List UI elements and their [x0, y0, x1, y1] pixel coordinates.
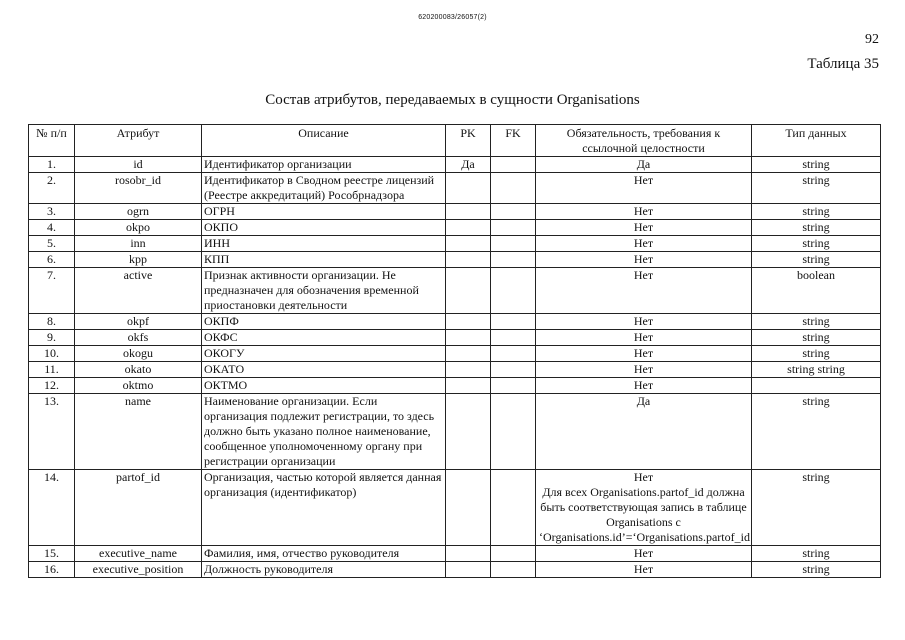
data-type-cell: string — [752, 346, 881, 362]
row-number: 3. — [29, 204, 75, 220]
attribute-cell: okfs — [75, 330, 202, 346]
attribute-cell: kpp — [75, 252, 202, 268]
row-number: 16. — [29, 562, 75, 578]
requirement-cell: Нет — [536, 236, 752, 252]
row-number: 5. — [29, 236, 75, 252]
requirement-cell: Да — [536, 157, 752, 173]
table-row — [29, 470, 881, 546]
data-type-cell: string — [752, 204, 881, 220]
attribute-cell: okpf — [75, 314, 202, 330]
pk-cell — [446, 378, 491, 394]
fk-cell — [491, 546, 536, 562]
description-cell: ИНН — [202, 236, 446, 252]
column-header-attribute: Атрибут — [75, 125, 202, 157]
description-cell: ОКАТО — [202, 362, 446, 378]
table-title: Состав атрибутов, передаваемых в сущности Organisations — [265, 92, 640, 108]
attribute-cell: active — [75, 268, 202, 314]
row-number: 9. — [29, 330, 75, 346]
row-number: 1. — [29, 157, 75, 173]
requirement-cell: Нет — [536, 204, 752, 220]
data-type-cell: string — [752, 236, 881, 252]
description-cell: ОКФС — [202, 330, 446, 346]
data-type-cell: string — [752, 314, 881, 330]
data-type-cell: string — [752, 394, 881, 470]
description-cell: Наименование организации. Если организация подлежит регистрации, то здесь должно быть указано полное наименование, сообщенное уполномоченному органу при регистрации организации — [202, 394, 446, 470]
fk-cell — [491, 470, 536, 546]
table-label: Таблица 35 — [807, 56, 879, 72]
requirement-cell: Нет — [536, 346, 752, 362]
fk-cell — [491, 362, 536, 378]
data-type-cell: string — [752, 546, 881, 562]
pk-cell — [446, 346, 491, 362]
attribute-cell: rosobr_id — [75, 173, 202, 204]
attribute-cell: partof_id — [75, 470, 202, 546]
row-number: 15. — [29, 546, 75, 562]
row-number: 13. — [29, 394, 75, 470]
row-number: 12. — [29, 378, 75, 394]
pk-cell — [446, 394, 491, 470]
table-row — [29, 157, 881, 173]
requirement-note: Для всех Organisations.partof_id должна быть соответствующая запись в таблице Organisations с ‘Organisations.id’=‘Organisations.partof_id — [539, 485, 750, 544]
pk-cell — [446, 173, 491, 204]
requirement-cell: Нет — [536, 252, 752, 268]
description-cell: ОКОГУ — [202, 346, 446, 362]
fk-cell — [491, 220, 536, 236]
fk-cell — [491, 314, 536, 330]
requirement-cell: Нет — [536, 562, 752, 578]
attribute-cell: executive_name — [75, 546, 202, 562]
table-row — [29, 220, 881, 236]
table-body — [29, 157, 881, 578]
table-row — [29, 173, 881, 204]
column-header-fk: FK — [491, 125, 536, 157]
table-row — [29, 330, 881, 346]
table-row — [29, 346, 881, 362]
column-header-pk: PK — [446, 125, 491, 157]
requirement-cell: Нет — [536, 546, 752, 562]
pk-cell — [446, 546, 491, 562]
pk-cell — [446, 268, 491, 314]
table-header-row — [29, 125, 881, 157]
column-header-description: Описание — [202, 125, 446, 157]
data-type-cell: string — [752, 252, 881, 268]
attribute-cell: okato — [75, 362, 202, 378]
requirement-cell: Нет — [536, 378, 752, 394]
data-type-cell: boolean — [752, 268, 881, 314]
data-type-cell: string — [752, 220, 881, 236]
pk-cell — [446, 236, 491, 252]
table-row — [29, 236, 881, 252]
description-cell: Признак активности организации. Не предназначен для обозначения временной приостановки деятельности — [202, 268, 446, 314]
attribute-cell: executive_position — [75, 562, 202, 578]
row-number: 10. — [29, 346, 75, 362]
pk-cell — [446, 204, 491, 220]
requirement-cell: Нет — [536, 362, 752, 378]
data-type-cell: string — [752, 470, 881, 546]
fk-cell — [491, 394, 536, 470]
table-row — [29, 546, 881, 562]
description-cell: Идентификатор в Сводном реестре лицензий (Реестре аккредитаций) Рособрнадзора — [202, 173, 446, 204]
page-number: 92 — [865, 32, 879, 47]
description-cell: Идентификатор организации — [202, 157, 446, 173]
table-row — [29, 268, 881, 314]
description-cell: Фамилия, имя, отчество руководителя — [202, 546, 446, 562]
fk-cell — [491, 252, 536, 268]
row-number: 7. — [29, 268, 75, 314]
description-cell: ОКПО — [202, 220, 446, 236]
table-row — [29, 394, 881, 470]
data-type-cell: string — [752, 173, 881, 204]
description-cell: Организация, частью которой является данная организация (идентификатор) — [202, 470, 446, 546]
fk-cell — [491, 173, 536, 204]
pk-cell — [446, 362, 491, 378]
attribute-cell: ogrn — [75, 204, 202, 220]
data-type-cell — [752, 378, 881, 394]
table-row — [29, 252, 881, 268]
data-type-cell: string — [752, 157, 881, 173]
description-cell: Должность руководителя — [202, 562, 446, 578]
table-row — [29, 362, 881, 378]
column-header-requirement: Обязательность, требования к ссылочной целостности — [536, 125, 752, 157]
fk-cell — [491, 236, 536, 252]
table-row — [29, 562, 881, 578]
pk-cell — [446, 314, 491, 330]
attribute-cell: okogu — [75, 346, 202, 362]
data-type-cell: string — [752, 330, 881, 346]
fk-cell — [491, 330, 536, 346]
attribute-cell: okpo — [75, 220, 202, 236]
fk-cell — [491, 268, 536, 314]
attributes-table — [28, 124, 881, 578]
requirement-cell: Нет — [536, 173, 752, 204]
pk-cell — [446, 252, 491, 268]
table-row — [29, 378, 881, 394]
row-number: 4. — [29, 220, 75, 236]
requirement-cell — [536, 470, 752, 546]
row-number: 6. — [29, 252, 75, 268]
fk-cell — [491, 157, 536, 173]
pk-cell — [446, 470, 491, 546]
attribute-cell: id — [75, 157, 202, 173]
pk-cell — [446, 330, 491, 346]
description-cell: ОГРН — [202, 204, 446, 220]
fk-cell — [491, 378, 536, 394]
row-number: 14. — [29, 470, 75, 546]
attribute-cell: inn — [75, 236, 202, 252]
requirement-cell: Нет — [536, 268, 752, 314]
pk-cell — [446, 220, 491, 236]
fk-cell — [491, 346, 536, 362]
row-number: 8. — [29, 314, 75, 330]
column-header-data-type: Тип данных — [752, 125, 881, 157]
row-number: 11. — [29, 362, 75, 378]
fk-cell — [491, 204, 536, 220]
requirement-cell: Нет — [536, 314, 752, 330]
table-row — [29, 204, 881, 220]
requirement-cell: Да — [536, 394, 752, 470]
requirement-cell: Нет — [536, 330, 752, 346]
attribute-cell: oktmo — [75, 378, 202, 394]
data-type-cell: string — [752, 562, 881, 578]
table-row — [29, 314, 881, 330]
requirement-cell: Нет — [536, 220, 752, 236]
requirement-value: Нет — [633, 470, 654, 484]
document-code: 620200083/26057(2) — [418, 14, 487, 21]
column-header-number: № п/п — [29, 125, 75, 157]
description-cell: ОКПФ — [202, 314, 446, 330]
pk-cell: Да — [446, 157, 491, 173]
description-cell: ОКТМО — [202, 378, 446, 394]
description-cell: КПП — [202, 252, 446, 268]
pk-cell — [446, 562, 491, 578]
fk-cell — [491, 562, 536, 578]
attribute-cell: name — [75, 394, 202, 470]
data-type-cell: string string — [752, 362, 881, 378]
row-number: 2. — [29, 173, 75, 204]
